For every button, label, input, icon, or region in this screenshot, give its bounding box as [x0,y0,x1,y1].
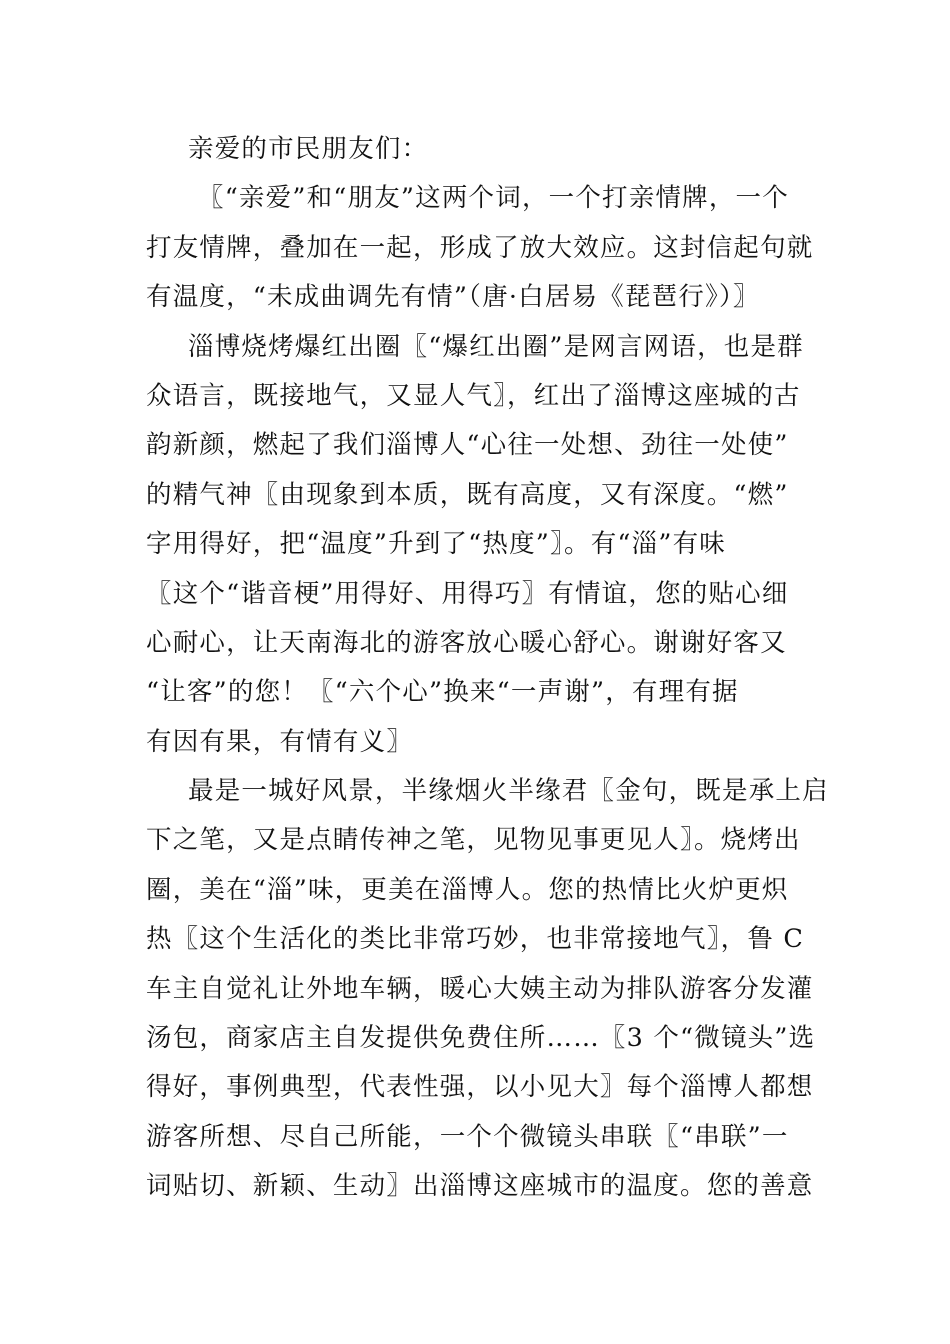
paragraph-start-line: 淄博烧烤爆红出圈〖“爆红出圈”是网言网语，也是群 [188,331,804,362]
text-line: 韵新颜，燃起了我们淄博人“心往一处想、劲往一处使” [146,430,789,461]
text-line: 〖“亲爱”和“朋友”这两个词，一个打亲情牌，一个 [198,183,789,214]
paragraph-start-line: 最是一城好风景，半缘烟火半缘君〖金句，既是承上启 [188,776,829,807]
text-line: 得好，事例典型，代表性强，以小见大〗每个淄博人都想 [146,1072,814,1103]
text-line: 游客所想、尽自己所能，一个个微镜头串联〖“串联”一 [146,1121,789,1152]
text-line: 汤包，商家店主自发提供免费住所……〖3 个“微镜头”选 [146,1023,816,1054]
greeting-line: 亲爱的市民朋友们： [188,134,429,164]
text-line: 字用得好，把“温度”升到了“热度”〗。有“淄”有味 [146,529,726,560]
text-line: 心耐心，让天南海北的游客放心暖心舒心。谢谢好客又 [146,627,787,658]
text-line: 众语言，既接地气，又显人气〗，红出了淄博这座城的古 [146,380,801,411]
text-line: 圈，美在“淄”味，更美在淄博人。您的热情比火炉更炽 [146,874,789,905]
text-line: 车主自觉礼让外地车辆，暖心大姨主动为排队游客分发灌 [146,973,814,1004]
text-line: 下之笔，又是点睛传神之笔，见物见事更见人〗。烧烤出 [146,825,801,856]
text-line: “让客”的您！〖“六个心”换来“一声谢”，有理有据 [146,677,739,708]
text-line: 打友情牌，叠加在一起，形成了放大效应。这封信起句就 [146,232,814,263]
text-line: 有温度，“未成曲调先有情”（唐·白居易《琵琶行》）〗 [146,282,760,313]
text-line: 有因有果，有情有义〗 [146,726,414,757]
text-line: 热〖这个生活化的类比非常巧妙，也非常接地气〗，鲁 C [146,924,805,955]
text-line: 词贴切、新颖、生动〗出淄博这座城市的温度。您的善意 [146,1171,814,1202]
letter-body [146,125,829,1212]
text-line: 的精气神〖由现象到本质，既有高度，又有深度。“燃” [146,479,789,510]
text-line: 〖这个“谐音梗”用得好、用得巧〗有情谊，您的贴心细 [146,578,789,609]
